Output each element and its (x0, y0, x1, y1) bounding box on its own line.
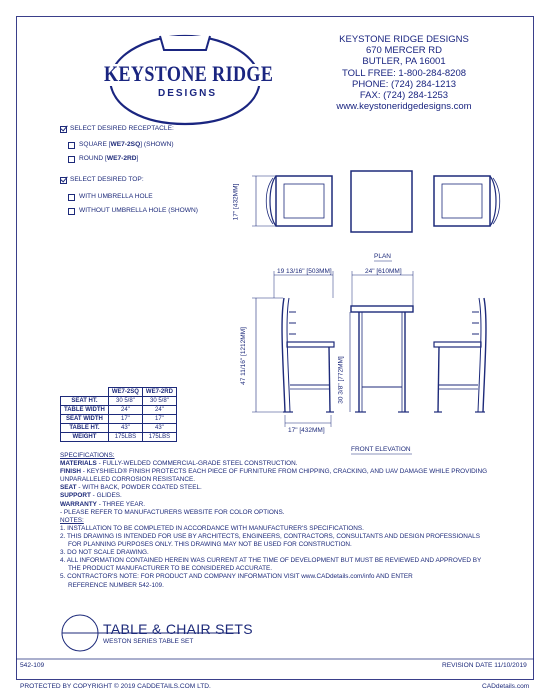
plan-chair-right (434, 176, 500, 226)
table-row (61, 424, 177, 433)
cell: 175LBS (108, 433, 142, 442)
materials-key: MATERIALS (60, 460, 97, 468)
table-row (61, 397, 177, 406)
row-label: WEIGHT (61, 433, 109, 442)
table-row (61, 415, 177, 424)
note-1: 1. INSTALLATION TO BE COMPLETED IN ACCORDANCE WITH MANUFACTURER'S SPECIFICATIONS. (60, 524, 364, 532)
revision-date: REVISION DATE 11/10/2019 (442, 662, 527, 669)
company-city: BUTLER, PA 16001 (362, 56, 446, 68)
seat-depth-dim: 19 13/16" [503MM] (277, 268, 332, 275)
overall-height-dim: 47 11/16" [1212MM] (239, 327, 247, 385)
header-cell: WE7-2SQ (108, 388, 142, 397)
cell: 17" (142, 415, 176, 424)
row-label: SEAT WIDTH (61, 415, 109, 424)
receptacle-heading: SELECT DESIRED RECEPTACLE: (70, 125, 174, 132)
spec-seat (60, 484, 490, 492)
square-code: WE7-2SQ (110, 141, 141, 148)
note-4: 4. ALL INFORMATION CONTAINED HEREIN WAS CURRENT AT THE TIME OF DEVELOPMENT BUT MUST BE REVIEWED AND APPROVED BY (60, 557, 482, 565)
plan-label: PLAN (374, 253, 391, 260)
spec-table (60, 387, 177, 442)
spec-materials (60, 460, 490, 468)
note-5-cont: REFERENCE NUMBER 542-109. (68, 581, 164, 589)
front-elevation-label: FRONT ELEVATION (351, 446, 411, 453)
company-fax: FAX: (724) 284-1253 (359, 90, 449, 102)
with-umbrella-option: WITH UMBRELLA HOLE (79, 193, 153, 200)
cell: 17" (108, 415, 142, 424)
square-suffix: ] (SHOWN) (140, 141, 174, 148)
table-height-dim: 30 3/8" [772MM] (337, 356, 345, 404)
spec-table-header (61, 388, 177, 397)
note-4-cont: THE PRODUCT MANUFACTURER TO BE CONSIDERED ACCURATE. (68, 565, 273, 573)
cell: 30 5/8" (142, 397, 176, 406)
note-5: 5. CONTRACTOR'S NOTE: FOR PRODUCT AND COMPANY INFORMATION VISIT www.CADdetails.com/info AND ENTER (60, 573, 413, 581)
spec-finish (60, 468, 490, 476)
without-umbrella-option: WITHOUT UMBRELLA HOLE (SHOWN) (79, 207, 198, 214)
reference-number: 542-109 (20, 662, 45, 669)
cell: 43" (142, 424, 176, 433)
square-label: SQUARE [ (79, 141, 111, 148)
cell: 43" (108, 424, 142, 433)
note-2-cont: FOR PLANNING PURPOSES ONLY. THIS DRAWING MAY NOT BE USED FOR CONSTRUCTION. (68, 541, 352, 549)
elevation-chair-right (434, 298, 486, 412)
finish-key: FINISH (60, 468, 81, 476)
table-row (61, 406, 177, 415)
elevation-table (351, 306, 413, 412)
cell: 175LBS (142, 433, 176, 442)
top-heading: SELECT DESIRED TOP: (70, 176, 144, 183)
seat-value: - WITH BACK, POWDER COATED STEEL. (76, 484, 202, 492)
plan-table (351, 171, 412, 232)
cell: 24" (142, 406, 176, 415)
specifications-notes (60, 452, 490, 590)
table-row (61, 433, 177, 442)
warranty-value: - THREE YEAR. (96, 500, 145, 508)
company-phone: PHONE: (724) 284-1213 (351, 78, 457, 90)
finish-value: - KEYSHIELD® FINISH PROTECTS EACH PIECE OF FURNITURE FROM CHIPPING, CRACKING, AND UAV DAMAGE WHILE PROVIDING (80, 468, 488, 476)
row-label: TABLE WIDTH (61, 406, 109, 415)
materials-value: - FULLY-WELDED COMMERCIAL-GRADE STEEL CONSTRUCTION. (96, 460, 298, 468)
row-label: SEAT HT. (61, 397, 109, 406)
seat-key: SEAT (60, 484, 77, 492)
spec-colors: - PLEASE REFER TO MANUFACTURERS WEBSITE FOR COLOR OPTIONS. (60, 508, 285, 516)
round-label: ROUND [ (79, 155, 107, 162)
logo-sub-text: DESIGNS (158, 88, 218, 99)
notes-heading: NOTES: (60, 516, 84, 524)
seat-width-dim: 17" [432MM] (288, 427, 325, 434)
note-2: 2. THIS DRAWING IS INTENDED FOR USE BY ARCHITECTS, ENGINEERS, CONTRACTORS, CONSULTANTS AND DESIGN PROFESSIONALS (60, 532, 480, 540)
caddetails-brand[interactable]: CADdetails.com (482, 683, 530, 690)
table-width-dim: 24" [610MM] (365, 268, 402, 275)
round-code: WE7-2RD (106, 155, 137, 162)
row-label: TABLE HT. (61, 424, 109, 433)
specifications-heading: SPECIFICATIONS: (60, 452, 115, 459)
copyright-notice: PROTECTED BY COPYRIGHT © 2019 CADDETAILS.COM LTD. (20, 683, 211, 690)
warranty-key: WARRANTY (60, 500, 97, 508)
note-3: 3. DO NOT SCALE DRAWING. (60, 549, 149, 557)
cell: 30 5/8" (108, 397, 142, 406)
drawing-subtitle: WESTON SERIES TABLE SET (103, 638, 194, 645)
round-suffix: ] (136, 155, 139, 162)
cell: 24" (108, 406, 142, 415)
support-value: - GLIDES. (90, 492, 122, 500)
elevation-chair-left (282, 298, 334, 412)
company-toll-free: TOLL FREE: 1-800-284-8208 (341, 67, 467, 79)
header-cell (61, 388, 109, 397)
drawing-title: TABLE & CHAIR SETS (103, 621, 253, 637)
spec-finish-cont: UNPARALLELED CORROSION RESISTANCE. (60, 476, 196, 484)
company-address: 670 MERCER RD (365, 45, 443, 57)
logo-main-text: KEYSTONE RIDGE (104, 61, 274, 86)
spec-warranty (60, 501, 490, 509)
plan-side-dim: 17" [432MM] (232, 183, 240, 221)
company-name: KEYSTONE RIDGE DESIGNS (339, 34, 469, 45)
plan-chair-left (266, 176, 332, 226)
header-cell: WE7-2RD (142, 388, 176, 397)
company-website[interactable]: www.keystoneridgedesigns.com (336, 101, 472, 113)
support-key: SUPPORT (60, 492, 91, 500)
spec-support (60, 492, 490, 500)
